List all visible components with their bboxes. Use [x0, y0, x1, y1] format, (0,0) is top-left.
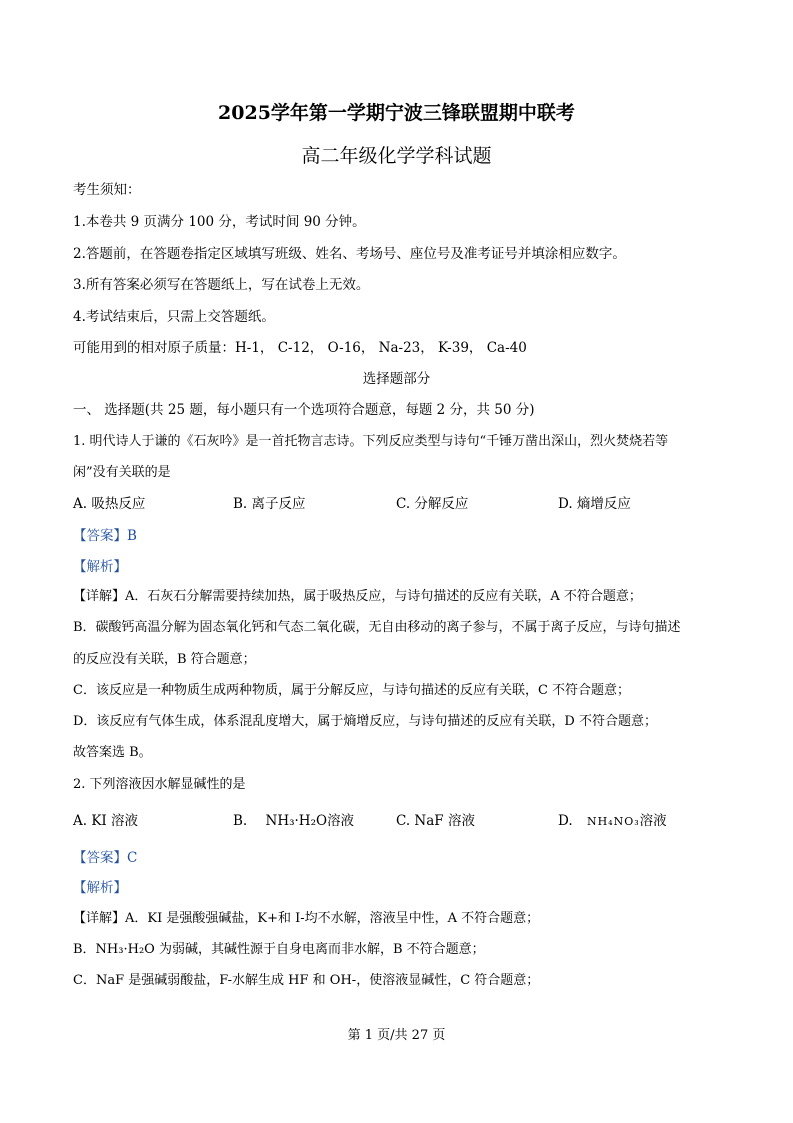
answer-label: 【答案】B [73, 528, 137, 544]
atomic-masses: 可能用到的相对原子质量：H-1， C-12， O-16， Na-23， K-39， Ca-40 [73, 340, 527, 356]
option-a: A. KI 溶液 [73, 813, 139, 829]
option-a: A. 吸热反应 [73, 496, 146, 512]
option-d: D. 熵增反应 [558, 496, 631, 512]
option-b-suffix: 溶液 [327, 813, 355, 829]
analysis-label: 【解析】 [73, 880, 127, 896]
exam-subtitle: 高二年级化学学科试题 [301, 145, 492, 167]
exam-title: 2025学年第一学期宁波三锋联盟期中联考 [218, 102, 575, 124]
question-stem: 2. 下列溶液因水解显碱性的是 [73, 777, 246, 792]
notice-item: 2.答题前，在答题卷指定区域填写班级、姓名、考场号、座位号及准考证号并填涂相应数字。 [73, 246, 626, 262]
detail-line: B．碳酸钙高温分解为固态氧化钙和气态二氧化碳，无自由移动的离子参与，不属于离子反应，与诗句描述 [73, 620, 681, 635]
section-heading: 一、 选择题(共 25 题，每小题只有一个选项符合题意，每题 2 分，共 50 分) [73, 402, 535, 418]
detail-line: B．NH₃·H₂O 为弱碱，其碱性源于自身电离而非水解，B 不符合题意； [73, 942, 485, 957]
notice-item: 4.考试结束后，只需上交答题纸。 [73, 309, 275, 325]
analysis-label: 【解析】 [73, 559, 127, 575]
detail-line: 的反应没有关联，B 符合题意； [73, 652, 256, 667]
option-d [558, 809, 667, 829]
question-stem: 闲”没有关联的是 [73, 465, 171, 480]
detail-line: C．NaF 是强碱弱酸盐，F-水解生成 HF 和 OH-，使溶液显碱性，C 符合题意； [73, 973, 540, 988]
detail-line: 【详解】A．KI 是强酸强碱盐，K+和 I-均不水解，溶液呈中性，A 不符合题意； [73, 911, 540, 926]
option-d-prefix: D. [558, 813, 573, 829]
formula-nh3-h2o: NH₃·H₂O [265, 813, 328, 829]
part-title: 选择题部分 [362, 371, 431, 387]
option-c: C. 分解反应 [396, 496, 469, 512]
detail-line: 故答案选 B。 [73, 745, 152, 760]
notice-item: 3.所有答案必须写在答题纸上，写在试卷上无效。 [73, 277, 370, 293]
notice-item: 1.本卷共 9 页满分 100 分，考试时间 90 分钟。 [73, 214, 366, 230]
option-b [233, 809, 354, 829]
answer-label: 【答案】C [73, 850, 138, 866]
option-c: C. NaF 溶液 [396, 813, 475, 829]
page-footer: 第 1 页/共 27 页 [347, 1028, 446, 1043]
detail-line: D．该反应有气体生成，体系混乱度增大，属于熵增反应，与诗句描述的反应有关联，D 不符合题意； [73, 714, 657, 729]
option-b-prefix: B. [233, 813, 248, 829]
option-b: B. 离子反应 [233, 496, 306, 512]
detail-line: 【详解】A．石灰石分解需要持续加热，属于吸热反应，与诗句描述的反应有关联，A 不符合题意； [73, 589, 642, 604]
question-stem: 1. 明代诗人于谦的《石灰吟》是一首托物言志诗。下列反应类型与诗句“千锤万凿出深山，烈火焚烧若等 [73, 434, 669, 449]
detail-line: C．该反应是一种物质生成两种物质，属于分解反应，与诗句描述的反应有关联，C 不符合题意； [73, 683, 631, 698]
option-d-suffix: 溶液 [639, 813, 667, 829]
notice-heading: 考生须知： [73, 182, 141, 198]
formula-nh4no3: NH₄NO₃ [586, 815, 640, 828]
